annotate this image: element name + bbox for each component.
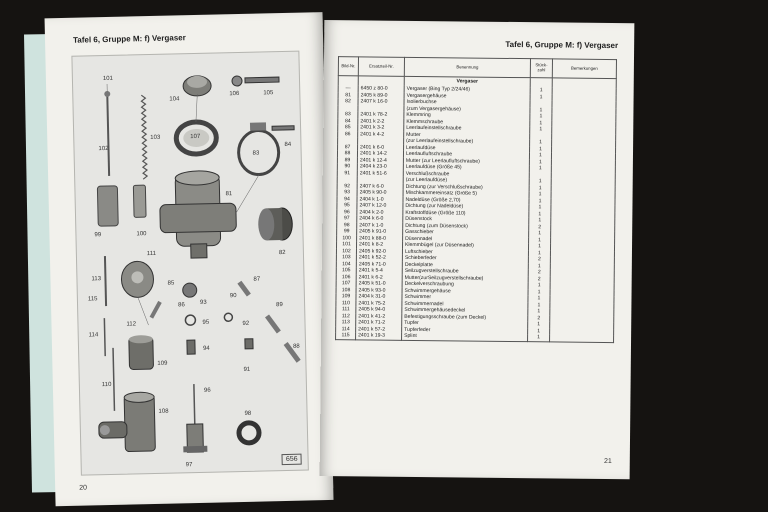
callout-81: 81: [225, 191, 233, 198]
cell-part-no: 2401 k 3-2: [358, 124, 404, 131]
cell-qty: 2: [529, 224, 551, 231]
cell-part-no: 2401 k 41-2: [356, 313, 402, 320]
cell-qty: 1: [530, 94, 552, 101]
callout-108: 108: [158, 408, 169, 415]
plate-number: 656: [282, 454, 302, 465]
callout-89: 89: [276, 302, 283, 309]
callout-96: 96: [203, 387, 211, 394]
cell-part-no: 2401 k 12-4: [357, 157, 403, 164]
cell-part-no: 2405 k 71-0: [356, 261, 402, 268]
header-pos: Bild-Nr.: [338, 57, 358, 76]
cell-pos: 112: [336, 313, 356, 320]
cell-description: (zur Leerlaufeinstellschraube): [404, 138, 530, 146]
cell-description: Splint: [402, 333, 528, 341]
cell-qty: 1: [529, 237, 551, 244]
cell-part-no: 2401 k 19-3: [356, 332, 402, 339]
cell-part-no: 2405 k 94-0: [356, 306, 402, 313]
cell-description: Vergasergehäuse: [404, 92, 530, 100]
callout-102: 102: [98, 145, 109, 153]
callout-86: 86: [178, 302, 185, 309]
cell-pos: 87: [338, 144, 358, 151]
left-page: [45, 12, 334, 506]
cell-qty: 1: [530, 146, 552, 153]
cell-description: Mutter (zur Leerlaufluftschraube): [403, 157, 529, 165]
cell-pos: —: [338, 85, 358, 92]
callout-91: 91: [243, 366, 251, 373]
cell-part-no: 2404 k 1-0: [357, 196, 403, 203]
callout-90: 90: [229, 293, 237, 300]
header-qty: Stück-zahl: [530, 59, 552, 78]
cell-pos: 104: [336, 261, 356, 268]
cell-description: Schwimmernadel: [402, 300, 528, 308]
cell-pos: 89: [337, 157, 357, 164]
cell-description: Luftschieber: [402, 248, 528, 256]
cell-part-no: 2407 k 6-0: [357, 183, 403, 190]
callout-100: 100: [136, 231, 147, 238]
cell-pos: 82: [338, 98, 358, 105]
cell-qty: 1: [529, 165, 551, 172]
cell-description: Gasschieber: [403, 229, 529, 237]
cell-part-no: 2401 k 14-2: [357, 150, 403, 157]
cell-pos: 111: [336, 306, 356, 313]
parts-list-table: [335, 56, 617, 342]
cell-part-no: 2401 k 88-0: [357, 235, 403, 242]
cell-description: Dichtung (zum Düsenstock): [403, 222, 529, 230]
cell-pos: 108: [336, 287, 356, 294]
cell-qty: 1: [529, 152, 551, 159]
cell-qty: 1: [529, 217, 551, 224]
cell-qty: 1: [528, 328, 550, 335]
cell-part-no: 2401 k 8-2: [357, 241, 403, 248]
cell-qty: 1: [528, 321, 550, 328]
cell-qty: 1: [528, 295, 550, 302]
callout-94: 94: [203, 345, 210, 352]
callout-97: 97: [185, 462, 193, 469]
cell-qty: 1: [530, 87, 552, 94]
cell-qty: 1: [529, 178, 551, 185]
cell-qty: 1: [528, 302, 550, 309]
cell-pos: 100: [337, 235, 357, 242]
cell-description: Verschlußschraube: [403, 170, 529, 178]
cell-description: Befestigungsschraube (zum Deckel): [402, 313, 528, 321]
cell-qty: 1: [530, 120, 552, 127]
cell-part-no: 2401 k 5-4: [356, 267, 402, 274]
cell-part-no: 2405 k 92-0: [356, 248, 402, 255]
cell-description: Mutter: [404, 131, 530, 139]
cell-description: Dichtung (zur Verschlußschraube): [403, 183, 529, 191]
cell-qty: 1: [528, 263, 550, 270]
cell-description: Schieberfeder: [402, 255, 528, 263]
cell-description: (zur Leerlaufdüse): [403, 177, 529, 185]
right-page-title: Tafel 6, Gruppe M: f) Vergaser: [505, 39, 619, 51]
right-page: [320, 20, 635, 479]
parts-table-body: [336, 76, 617, 342]
cell-pos: 99: [337, 228, 357, 235]
cell-part-no: 2401 k 6-2: [356, 274, 402, 281]
callout-109: 109: [157, 360, 168, 367]
cell-part-no: 2405 k 91-0: [357, 228, 403, 235]
cell-description: Schwimmer: [402, 294, 528, 302]
callout-106: 106: [229, 90, 240, 98]
cell-description: Klemmbügel (zur Düsennadel): [403, 242, 529, 250]
cell-pos: 81: [338, 92, 358, 99]
callout-88: 88: [292, 343, 300, 350]
cell-description: Leerlaufdüse: [404, 144, 530, 152]
cell-description: (zum Vergasergehäuse): [404, 105, 530, 113]
callout-95: 95: [202, 319, 210, 326]
cell-qty: 1: [530, 126, 552, 133]
cell-pos: 107: [336, 280, 356, 287]
cell-part-no: 2401 k 78-2: [358, 111, 404, 118]
left-page-number: 20: [79, 484, 88, 492]
cell-description: Schwimmergehäuse: [402, 287, 528, 295]
parts-drawing-plate: [71, 51, 308, 476]
cell-part-no: 2401 k 75-2: [356, 300, 402, 307]
cell-pos: 105: [336, 267, 356, 274]
cell-part-no: 2404 k 31-0: [356, 293, 402, 300]
cell-part-no: 2404 k 2-0: [357, 209, 403, 216]
cell-part-no: 2404 k 6-0: [357, 215, 403, 222]
cell-part-no: 2401 k 2-2: [358, 118, 404, 125]
cell-description: Kraftstoffdüse (Größe 110): [403, 209, 529, 217]
cell-description: Klemmring: [404, 112, 530, 120]
cell-part-no: 2401 k 51-6: [357, 170, 403, 177]
cell-qty: 2: [528, 315, 550, 322]
right-page-number: 21: [603, 457, 612, 466]
callout-87: 87: [253, 276, 261, 283]
cell-qty: 1: [528, 308, 550, 315]
cell-description: Tupfer: [402, 320, 528, 328]
cell-pos: 97: [337, 215, 357, 222]
cell-part-no: 6450 z 80-0: [358, 85, 404, 92]
cell-description: Düsenstock: [403, 216, 529, 224]
callout-114: 114: [88, 332, 99, 339]
left-page-title: Tafel 6, Gruppe M: f) Vergaser: [72, 33, 186, 45]
cell-pos: 84: [338, 118, 358, 125]
cell-description: Deckelplatte: [402, 261, 528, 269]
header-description: Benennung: [404, 57, 530, 77]
cell-qty: 2: [528, 269, 550, 276]
callout-105: 105: [263, 90, 274, 97]
cell-pos: 115: [336, 332, 356, 339]
cell-pos: 101: [337, 241, 357, 248]
callout-115: 115: [87, 296, 98, 303]
cell-part-no: 2407 k 1-0: [357, 222, 403, 229]
cell-part-no: 2407 k 12-0: [357, 202, 403, 209]
cell-description: Mischkammereinsatz (Größe 5): [403, 190, 529, 198]
drawing-callouts: [72, 52, 307, 475]
cell-description: Leerlaufdüse (Größe 45): [403, 164, 529, 172]
cell-description: Nadeldüse (Größe 2,70): [403, 196, 529, 204]
cell-qty: 1: [530, 139, 552, 146]
cell-part-no: 2401 k 71-2: [356, 319, 402, 326]
cell-pos: 106: [336, 274, 356, 281]
cell-part-no: 2407 k 16-0: [358, 98, 404, 105]
callout-85: 85: [167, 280, 175, 287]
cell-qty: 1: [529, 191, 551, 198]
cell-description: Mutter(zurSeilzugverstellschraube): [402, 274, 528, 282]
cell-pos: 95: [337, 202, 357, 209]
cell-pos: 110: [336, 300, 356, 307]
cell-part-no: 2401 k 57-2: [356, 326, 402, 333]
cell-pos: 85: [338, 124, 358, 131]
cell-pos: 109: [336, 293, 356, 300]
cell-description: Vergaser (Bing Typ 2/24/46): [404, 86, 530, 94]
cell-description: Isolierbuchse: [404, 99, 530, 107]
callout-110: 110: [101, 381, 112, 389]
cell-description: Deckelverschraubung: [402, 281, 528, 289]
callout-98: 98: [244, 410, 252, 417]
cell-description: Leerlaufeinstellschraube: [404, 125, 530, 133]
cell-pos: 91: [337, 170, 357, 177]
cell-pos: 86: [338, 131, 358, 138]
cell-pos: 113: [336, 319, 356, 326]
cell-description: Tupferfeder: [402, 326, 528, 334]
cell-qty: 1: [528, 334, 550, 341]
callout-103: 103: [150, 134, 161, 142]
cell-qty: 1: [529, 185, 551, 192]
callout-84: 84: [284, 141, 292, 148]
callout-112: 112: [126, 321, 137, 328]
cell-qty: 1: [529, 198, 551, 205]
cell-description: Klemmschraube: [404, 118, 530, 126]
cell-part-no: 2405 k 90-0: [357, 189, 403, 196]
cell-pos: 96: [337, 209, 357, 216]
cell-part-no: 2401 k 52-2: [356, 254, 402, 261]
cell-pos: 94: [337, 196, 357, 203]
cell-pos: 103: [336, 254, 356, 261]
callout-101: 101: [102, 75, 114, 83]
callout-93: 93: [199, 299, 207, 306]
callout-104: 104: [169, 96, 180, 103]
cell-pos: 102: [336, 248, 356, 255]
callout-82: 82: [278, 249, 286, 257]
cell-description: Seilzugverstellschraube: [402, 268, 528, 276]
header-remarks: Bemerkungen: [552, 59, 616, 79]
cell-pos: 98: [337, 222, 357, 229]
cell-pos: 88: [337, 150, 357, 157]
cell-qty: 2: [528, 256, 550, 263]
callout-111: 111: [146, 250, 157, 258]
section-title: Vergaser: [404, 76, 530, 87]
cell-pos: 92: [337, 183, 357, 190]
cell-description: Leerlaufluftschraube: [403, 151, 529, 159]
cell-part-no: 2401 k 6-0: [358, 144, 404, 151]
cell-pos: 83: [338, 111, 358, 118]
cell-pos: 90: [337, 163, 357, 170]
cell-qty: 1: [528, 289, 550, 296]
cell-qty: 1: [529, 211, 551, 218]
cell-qty: 1: [529, 230, 551, 237]
callout-92: 92: [242, 320, 250, 327]
cell-description: Schwimmergehäusedeckel: [402, 307, 528, 315]
callout-113: 113: [91, 276, 102, 283]
cell-qty: 1: [530, 113, 552, 120]
callout-83: 83: [252, 150, 260, 157]
cell-qty: 2: [528, 276, 550, 283]
cell-pos: 93: [337, 189, 357, 196]
cell-qty: 1: [529, 159, 551, 166]
cell-description: Dichtung (zur Nadeldüse): [403, 203, 529, 211]
header-part-no: Ersatzteil-Nr.: [358, 57, 404, 76]
cell-part-no: 2401 k 4-2: [358, 131, 404, 138]
cell-qty: 1: [528, 282, 550, 289]
cell-part-no: 2404 k 23-0: [357, 163, 403, 170]
cell-qty: 1: [528, 250, 550, 257]
cell-remarks: [550, 334, 614, 342]
cell-qty: 1: [530, 107, 552, 114]
cell-qty: 1: [528, 243, 550, 250]
table-row: [336, 332, 614, 342]
callout-107: 107: [190, 133, 201, 141]
cell-part-no: 2405 k 89-0: [358, 92, 404, 99]
cell-part-no: 2405 k 51-0: [356, 280, 402, 287]
cell-qty: 1: [529, 204, 551, 211]
cell-description: Düsennadel: [403, 235, 529, 243]
callout-99: 99: [94, 232, 102, 239]
cell-pos: 114: [336, 326, 356, 333]
cell-part-no: 2405 k 93-0: [356, 287, 402, 294]
